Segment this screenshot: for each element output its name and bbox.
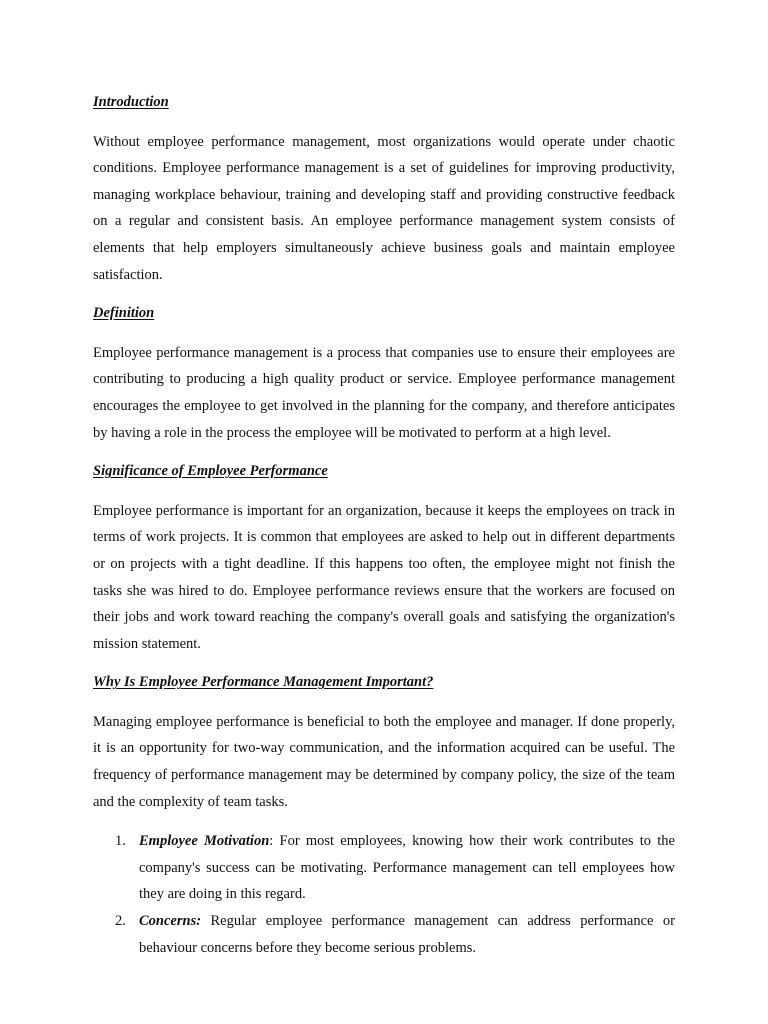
list-item-term: Concerns: xyxy=(139,913,202,930)
section-heading-importance: Why Is Employee Performance Management Important? xyxy=(93,674,434,691)
list-item-text: : For most employees, knowing how their work contributes to the company's success can be motivating. Performance management can tell employees how they are doing in this regard. xyxy=(139,833,675,903)
list-item xyxy=(93,908,675,961)
document-page xyxy=(93,89,675,961)
section-body-introduction: Without employee performance management, most organizations would operate under chaotic conditions. Employee performance management is a set of guidelines for improving productivity, managing workplace behaviour, training and developing staff and providing constructive feedback on a regular and consistent basis. An employee performance management system consists of elements that help employers simultaneously achieve business goals and maintain employee satisfaction. xyxy=(93,133,675,283)
section-body-significance: Employee performance is important for an organization, because it keeps the employees on track in terms of work projects. It is common that employees are asked to help out in different departments or on projects with a tight deadline. If this happens too often, the employee might not finish the tasks she was hired to do. Employee performance reviews ensure that the workers are focused on their jobs and work toward reaching the company's overall goals and satisfying the organization's mission statement. xyxy=(93,502,675,652)
section-heading-introduction: Introduction xyxy=(93,94,169,110)
list-item-number: 1. xyxy=(115,833,126,850)
list-item xyxy=(93,828,675,908)
list-item-text: Regular employee performance management can address performance or behaviour concerns before they become serious problems. xyxy=(139,913,675,956)
list-item-number: 2. xyxy=(115,913,126,930)
section-heading-significance: Significance of Employee Performance xyxy=(93,463,328,480)
list-item-term: Employee Motivation xyxy=(139,833,270,850)
section-body-importance: Managing employee performance is beneficial to both the employee and manager. If done properly, it is an opportunity for two-way communication, and the information acquired can be useful. The frequency of performance management may be determined by company policy, the size of the team and the complexity of team tasks. xyxy=(93,713,675,810)
numbered-list xyxy=(93,828,675,961)
section-body-definition: Employee performance management is a process that companies use to ensure their employees are contributing to producing a high quality product or service. Employee performance management encourages the employee to get involved in the planning for the company, and therefore anticipates by having a role in the process the employee will be motivated to perform at a high level. xyxy=(93,344,675,441)
section-heading-definition: Definition xyxy=(93,305,155,322)
